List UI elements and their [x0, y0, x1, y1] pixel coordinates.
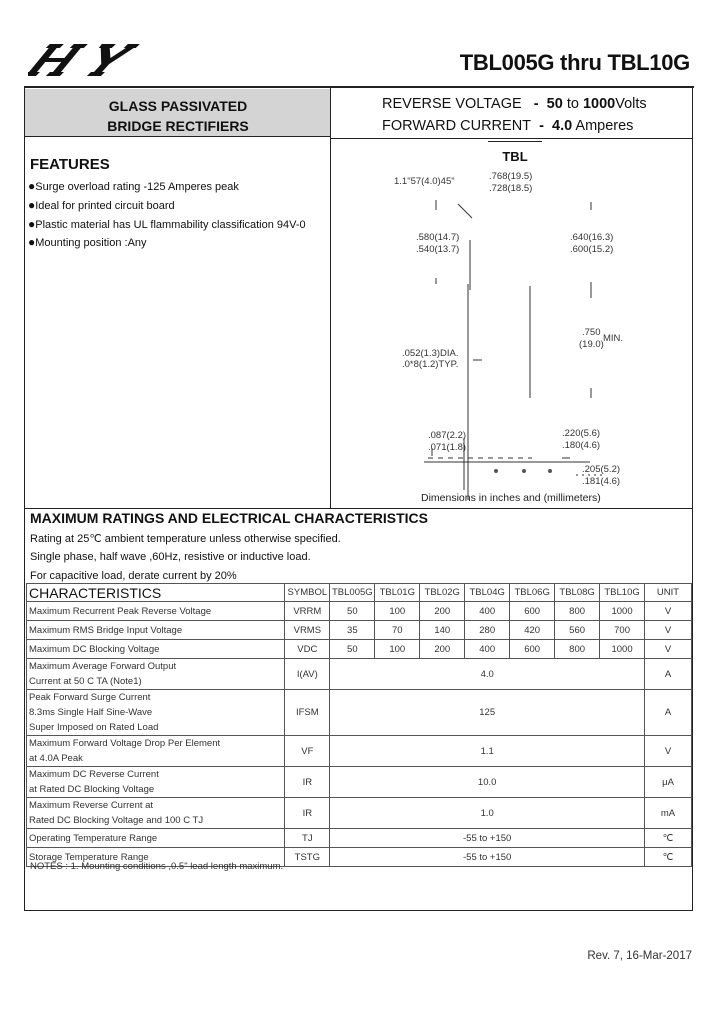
- row-description: Maximum DC Blocking Voltage: [27, 640, 285, 659]
- dim-pin-gap-min: .071(1.8): [428, 442, 467, 453]
- row-unit: ℃: [645, 829, 692, 848]
- row-value: 420: [510, 621, 555, 640]
- package-label-box: [488, 141, 542, 169]
- bullet-icon: ●: [28, 235, 36, 249]
- dim-height-min: .540(13.7): [416, 244, 460, 255]
- dim-pin-gap-max: .087(2.2): [428, 430, 467, 441]
- row-description: Peak Forward Surge Current 8.3ms Single Half Sine-Wave Super Imposed on Rated Load: [27, 690, 285, 736]
- dim-width-max: .768(19.5): [489, 171, 533, 182]
- row-unit: A: [645, 659, 692, 690]
- row-description: Maximum RMS Bridge Input Voltage: [27, 621, 285, 640]
- table-row: [27, 659, 692, 690]
- row-value: 400: [465, 640, 510, 659]
- dim-lead-diameter: .052(1.3)DIA.: [402, 348, 459, 359]
- right-border: [692, 88, 693, 910]
- dim-height-max: .580(14.7): [416, 232, 460, 243]
- row-value: 400: [465, 602, 510, 621]
- row-value: 125: [330, 690, 645, 736]
- row-value: 200: [420, 602, 465, 621]
- row-value: 600: [510, 640, 555, 659]
- bottom-divider: [24, 910, 693, 911]
- rating-note: For capacitive load, derate current by 20%: [30, 570, 237, 582]
- feature-item: ●Mounting position :Any: [28, 235, 147, 249]
- row-unit: V: [645, 640, 692, 659]
- row-description: Maximum Reverse Current at Rated DC Blocking Voltage and 100 C TJ: [27, 798, 285, 829]
- row-value: 560: [555, 621, 600, 640]
- row-value: 1000: [600, 602, 645, 621]
- row-value: 10.0: [330, 767, 645, 798]
- top-rule: [24, 86, 694, 88]
- row-symbol: VRMS: [285, 621, 330, 640]
- bullet-icon: ●: [28, 198, 36, 212]
- dim-side-max: .640(16.3): [570, 232, 614, 243]
- row-unit: V: [645, 621, 692, 640]
- row-value: -55 to +150: [330, 848, 645, 867]
- reverse-voltage-label: REVERSE VOLTAGE: [382, 96, 522, 112]
- row-value: 600: [510, 602, 555, 621]
- product-ratings-summary: [382, 93, 647, 137]
- table-row: [27, 602, 692, 621]
- reverse-voltage-line: [382, 93, 647, 115]
- header-symbol: SYMBOL: [285, 584, 330, 602]
- row-unit: ℃: [645, 848, 692, 867]
- row-value: 100: [375, 602, 420, 621]
- row-value: 140: [420, 621, 465, 640]
- row-description: Maximum DC Reverse Current at Rated DC Blocking Voltage: [27, 767, 285, 798]
- forward-current-dash: -: [539, 118, 544, 134]
- row-value: -55 to +150: [330, 829, 645, 848]
- product-type-line1: GLASS PASSIVATED: [108, 98, 248, 114]
- table-row: [27, 829, 692, 848]
- header-tbl08g: TBL08G: [555, 584, 600, 602]
- row-description: Operating Temperature Range: [27, 829, 285, 848]
- table-row: [27, 690, 692, 736]
- reverse-voltage-dash: -: [533, 96, 539, 112]
- row-value: 70: [375, 621, 420, 640]
- row-value: 1.1: [330, 736, 645, 767]
- table-row: [27, 640, 692, 659]
- row-symbol: VDC: [285, 640, 330, 659]
- dim-side-min: .600(15.2): [570, 244, 614, 255]
- dim-pitch2-max: .205(5.2): [582, 464, 621, 475]
- table-row: [27, 736, 692, 767]
- reverse-voltage-to: to: [566, 96, 579, 112]
- forward-current-unit: Amperes: [575, 118, 634, 134]
- footnotes: NOTES : 1. Mounting conditions ,0.5" lead length maximum.: [30, 861, 284, 872]
- rating-note: Rating at 25℃ ambient temperature unless otherwise specified.: [30, 533, 341, 545]
- row-description: Maximum Forward Voltage Drop Per Element at 4.0A Peak: [27, 736, 285, 767]
- row-value: 800: [555, 640, 600, 659]
- row-symbol: IFSM: [285, 690, 330, 736]
- characteristics-table: [26, 583, 692, 867]
- package-outline-drawing: [332, 170, 692, 500]
- header-unit: UNIT: [645, 584, 692, 602]
- reverse-voltage-unit: Volts: [615, 96, 647, 112]
- row-value: 200: [420, 640, 465, 659]
- dim-lead-length-min: MIN.: [603, 333, 624, 344]
- header-characteristics: CHARACTERISTICS: [27, 584, 285, 602]
- company-logo: [28, 40, 160, 80]
- row-symbol: IR: [285, 798, 330, 829]
- header-divider-left: [24, 136, 330, 137]
- row-description: Maximum Average Forward Output Current at 50 C TA (Note1): [27, 659, 285, 690]
- row-value: 50: [330, 640, 375, 659]
- dim-chamfer: 1.1"57(4.0)45": [394, 176, 455, 187]
- row-description: Maximum Recurrent Peak Reverse Voltage: [27, 602, 285, 621]
- reverse-voltage-max: 1000: [582, 96, 616, 112]
- header-tbl06g: TBL06G: [510, 584, 555, 602]
- row-value: 800: [555, 602, 600, 621]
- dim-lead-length-mm: (19.0): [579, 339, 604, 350]
- row-description: Storage Temperature Range: [27, 848, 285, 867]
- row-unit: V: [645, 602, 692, 621]
- forward-current-label: FORWARD CURRENT: [382, 118, 532, 134]
- row-symbol: TSTG: [285, 848, 330, 867]
- dim-width-min: .728(18.5): [489, 183, 533, 194]
- feature-item: ●Plastic material has UL flammability classification 94V-0: [28, 217, 306, 231]
- row-value: 1000: [600, 640, 645, 659]
- forward-current-line: [382, 115, 647, 137]
- dim-lead-length: .750: [582, 327, 601, 338]
- forward-current-value: 4.0: [552, 118, 573, 134]
- bullet-icon: ●: [28, 179, 36, 193]
- section-divider: [24, 508, 693, 509]
- header-divider-right: [330, 138, 692, 139]
- package-label: TBL: [502, 149, 528, 164]
- feature-item: ●Surge overload rating -125 Amperes peak: [28, 179, 239, 193]
- rating-note: Single phase, half wave ,60Hz, resistive or inductive load.: [30, 551, 311, 563]
- row-value: 35: [330, 621, 375, 640]
- row-symbol: VF: [285, 736, 330, 767]
- row-value: 1.0: [330, 798, 645, 829]
- row-value: 50: [330, 602, 375, 621]
- row-unit: A: [645, 690, 692, 736]
- dim-pitch2-min: .181(4.6): [582, 476, 621, 487]
- row-value: 4.0: [330, 659, 645, 690]
- row-value: 700: [600, 621, 645, 640]
- dim-pitch-min: .180(4.6): [562, 440, 601, 451]
- row-symbol: VRRM: [285, 602, 330, 621]
- row-symbol: TJ: [285, 829, 330, 848]
- header-tbl02g: TBL02G: [420, 584, 465, 602]
- ratings-title: MAXIMUM RATINGS AND ELECTRICAL CHARACTERISTICS: [30, 510, 428, 526]
- features-title: FEATURES: [30, 156, 110, 173]
- table-header-row: [27, 584, 692, 602]
- row-value: 100: [375, 640, 420, 659]
- reverse-voltage-min: 50: [546, 96, 563, 112]
- row-symbol: IR: [285, 767, 330, 798]
- row-unit: V: [645, 736, 692, 767]
- dim-pitch-max: .220(5.6): [562, 428, 601, 439]
- table-row: [27, 621, 692, 640]
- drawing-caption: Dimensions in inches and (millimeters): [421, 492, 601, 504]
- row-symbol: I(AV): [285, 659, 330, 690]
- left-border: [24, 88, 25, 910]
- row-value: 280: [465, 621, 510, 640]
- row-unit: mA: [645, 798, 692, 829]
- header-tbl04g: TBL04G: [465, 584, 510, 602]
- table-row: [27, 798, 692, 829]
- header-tbl10g: TBL10G: [600, 584, 645, 602]
- row-unit: μA: [645, 767, 692, 798]
- header-tbl005g: TBL005G: [330, 584, 375, 602]
- table-row: [27, 767, 692, 798]
- bullet-icon: ●: [28, 217, 36, 231]
- feature-item: ●Ideal for printed circuit board: [28, 198, 175, 212]
- header-tbl01g: TBL01G: [375, 584, 420, 602]
- product-type-line2: BRIDGE RECTIFIERS: [107, 118, 249, 134]
- product-type: [26, 96, 330, 136]
- document-title: TBL005G thru TBL10G: [459, 50, 690, 75]
- revision-label: Rev. 7, 16-Mar-2017: [587, 950, 692, 962]
- center-divider: [330, 88, 331, 508]
- dim-lead-diameter-typ: .0*8(1.2)TYP.: [402, 359, 459, 370]
